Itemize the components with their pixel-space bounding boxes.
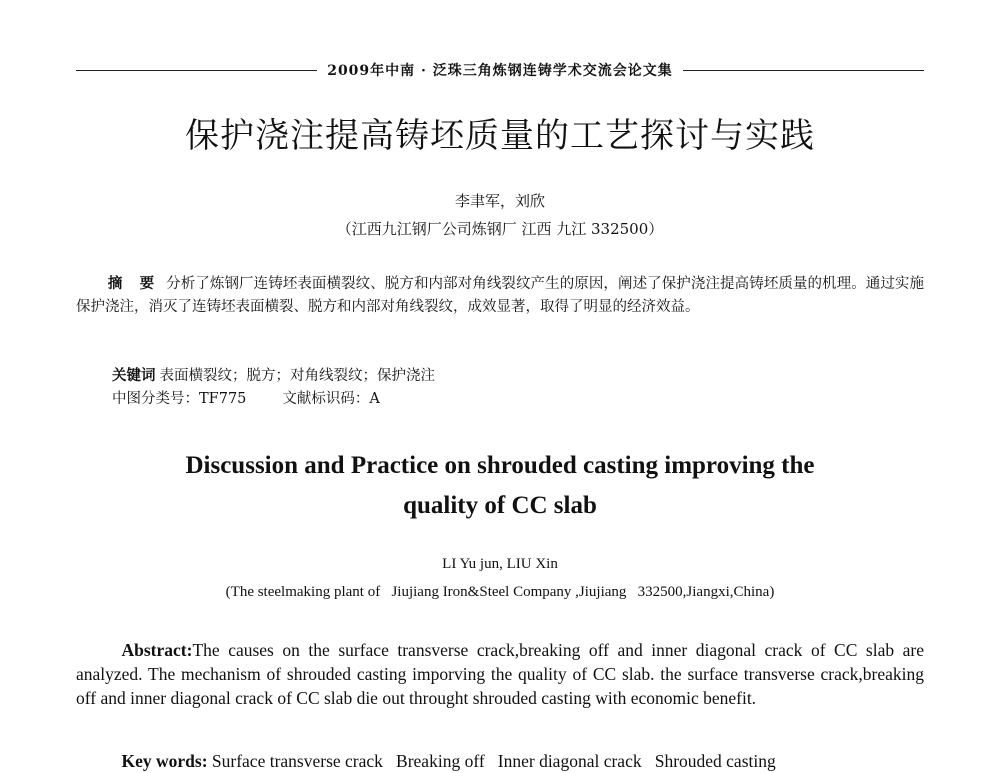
chinese-authors: 李聿军，刘欣 <box>454 192 545 210</box>
header-rule-right <box>683 70 924 71</box>
chinese-title: 保护浇注提高铸坯质量的工艺探讨与实践 <box>185 116 815 156</box>
doc-code-value: A <box>369 391 380 407</box>
chinese-keywords-text: 表面横裂纹；脱方；对角线裂纹；保护浇注 <box>159 368 435 384</box>
doc-code-label: 文献标识码： <box>282 391 370 407</box>
clc-value: TF775 <box>199 391 247 407</box>
chinese-classification <box>112 388 380 411</box>
chinese-keywords <box>112 364 435 388</box>
english-keywords <box>76 749 924 771</box>
header-text: 2009年中南 · 泛珠三角炼钢连铸学术交流会论文集 <box>327 63 673 79</box>
chinese-abstract-text: 分析了炼钢厂连铸坯表面横裂纹、脱方和内部对角线裂纹产生的原因，阐述了保护浇注提高铸坯质量的机理。通过实施保护浇注，消灭了连铸坯表面横裂、脱方和内部对角线裂纹，成效显著，取得了明显的经济效益。 <box>76 276 924 315</box>
english-affiliation: (The steelmaking plant of Jiujiang Iron&Steel Company ,Jiujiang 332500,Jiangxi,China) <box>225 584 775 600</box>
english-title-line2: quality of CC slab <box>403 492 597 519</box>
english-abstract <box>76 638 924 710</box>
chinese-keywords-label: 关键词 <box>112 367 156 384</box>
english-authors: LI Yu jun, LIU Xin <box>442 556 558 572</box>
chinese-affiliation: （江西九江钢厂公司炼钢厂 江西 九江 332500） <box>336 220 664 238</box>
chinese-abstract <box>76 272 924 319</box>
chinese-abstract-label: 摘 要 <box>107 275 161 292</box>
english-abstract-text: The causes on the surface transverse crack,breaking off and inner diagonal crack of CC slab are analyzed. The mechanism of shrouded casting imporving the quality of CC slab. the surface transverse crack,breaking off and inner diagonal crack of CC slab die out throught shrouded casting with economic benefit. <box>76 640 924 708</box>
english-keywords-label: Key words: <box>121 751 208 771</box>
header-rule-left <box>76 70 317 71</box>
running-header <box>76 58 924 82</box>
english-title <box>0 446 1000 526</box>
english-abstract-label: Abstract: <box>121 640 193 660</box>
clc-label: 中图分类号： <box>112 391 199 407</box>
english-title-line1: Discussion and Practice on shrouded casting improving the <box>185 452 815 479</box>
english-keywords-text: Surface transverse crack Breaking off Inner diagonal crack Shrouded casting <box>211 751 776 771</box>
